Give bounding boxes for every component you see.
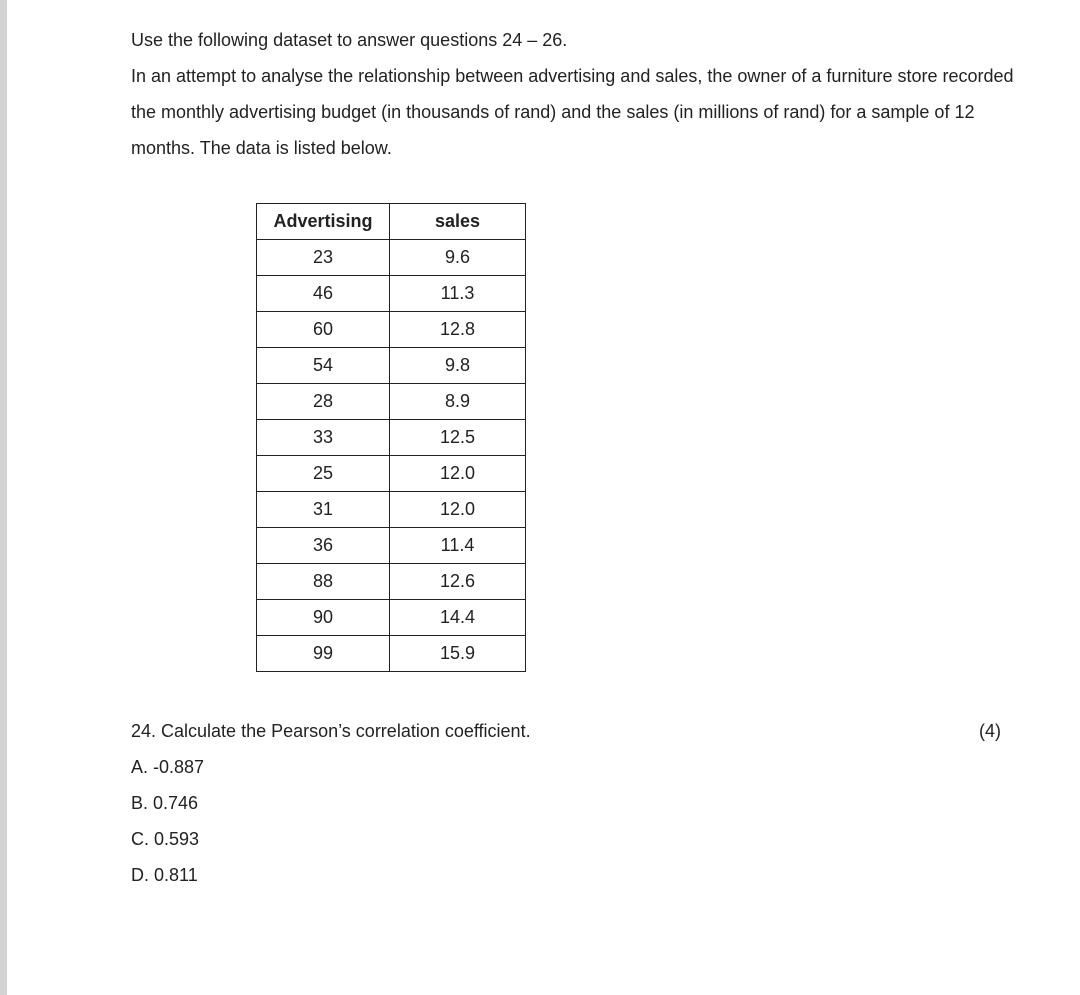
question-24	[131, 713, 1001, 893]
question-text: 24. Calculate the Pearson’s correlation coefficient.	[131, 721, 531, 741]
sales-cell: 12.0	[390, 492, 526, 528]
option-a: A. -0.887	[131, 757, 205, 777]
table-row	[257, 276, 526, 312]
sales-cell: 12.5	[390, 420, 526, 456]
advertising-cell: 31	[257, 492, 390, 528]
sales-cell: 9.8	[390, 348, 526, 384]
data-table	[256, 203, 526, 672]
advertising-cell: 90	[257, 600, 390, 636]
table-row	[257, 312, 526, 348]
sales-cell: 12.0	[390, 456, 526, 492]
header-advertising: Advertising	[257, 204, 390, 240]
table-row	[257, 564, 526, 600]
table-row	[257, 636, 526, 672]
table-row	[257, 492, 526, 528]
question-line	[131, 713, 1001, 749]
intro-line: Use the following dataset to answer questions 24 – 26.	[131, 30, 568, 50]
table-header-row	[257, 204, 526, 240]
sales-cell: 12.8	[390, 312, 526, 348]
sales-cell: 14.4	[390, 600, 526, 636]
table-row	[257, 348, 526, 384]
option-d: D. 0.811	[131, 865, 198, 885]
advertising-cell: 33	[257, 420, 390, 456]
option-b: B. 0.746	[131, 793, 199, 813]
question-marks: (4)	[979, 721, 1001, 741]
advertising-cell: 46	[257, 276, 390, 312]
sales-cell: 8.9	[390, 384, 526, 420]
sales-cell: 9.6	[390, 240, 526, 276]
table-row	[257, 384, 526, 420]
option-c: C. 0.593	[131, 829, 200, 849]
sales-cell: 12.6	[390, 564, 526, 600]
advertising-cell: 88	[257, 564, 390, 600]
intro-text	[131, 22, 1031, 166]
advertising-cell: 25	[257, 456, 390, 492]
sales-cell: 11.4	[390, 528, 526, 564]
table-row	[257, 240, 526, 276]
table-row	[257, 600, 526, 636]
intro-paragraph: In an attempt to analyse the relationship between advertising and sales, the owner of a furniture store recorded the monthly advertising budget (in thousands of rand) and the sales (in millions of rand) for a sample of 12 months. The data is listed below.	[131, 66, 1014, 158]
sales-cell: 15.9	[390, 636, 526, 672]
advertising-cell: 54	[257, 348, 390, 384]
advertising-cell: 99	[257, 636, 390, 672]
advertising-cell: 28	[257, 384, 390, 420]
table-row	[257, 420, 526, 456]
advertising-cell: 23	[257, 240, 390, 276]
advertising-cell: 36	[257, 528, 390, 564]
left-margin-bar	[0, 0, 7, 995]
table-row	[257, 456, 526, 492]
header-sales: sales	[390, 204, 526, 240]
advertising-cell: 60	[257, 312, 390, 348]
sales-cell: 11.3	[390, 276, 526, 312]
table-row	[257, 528, 526, 564]
